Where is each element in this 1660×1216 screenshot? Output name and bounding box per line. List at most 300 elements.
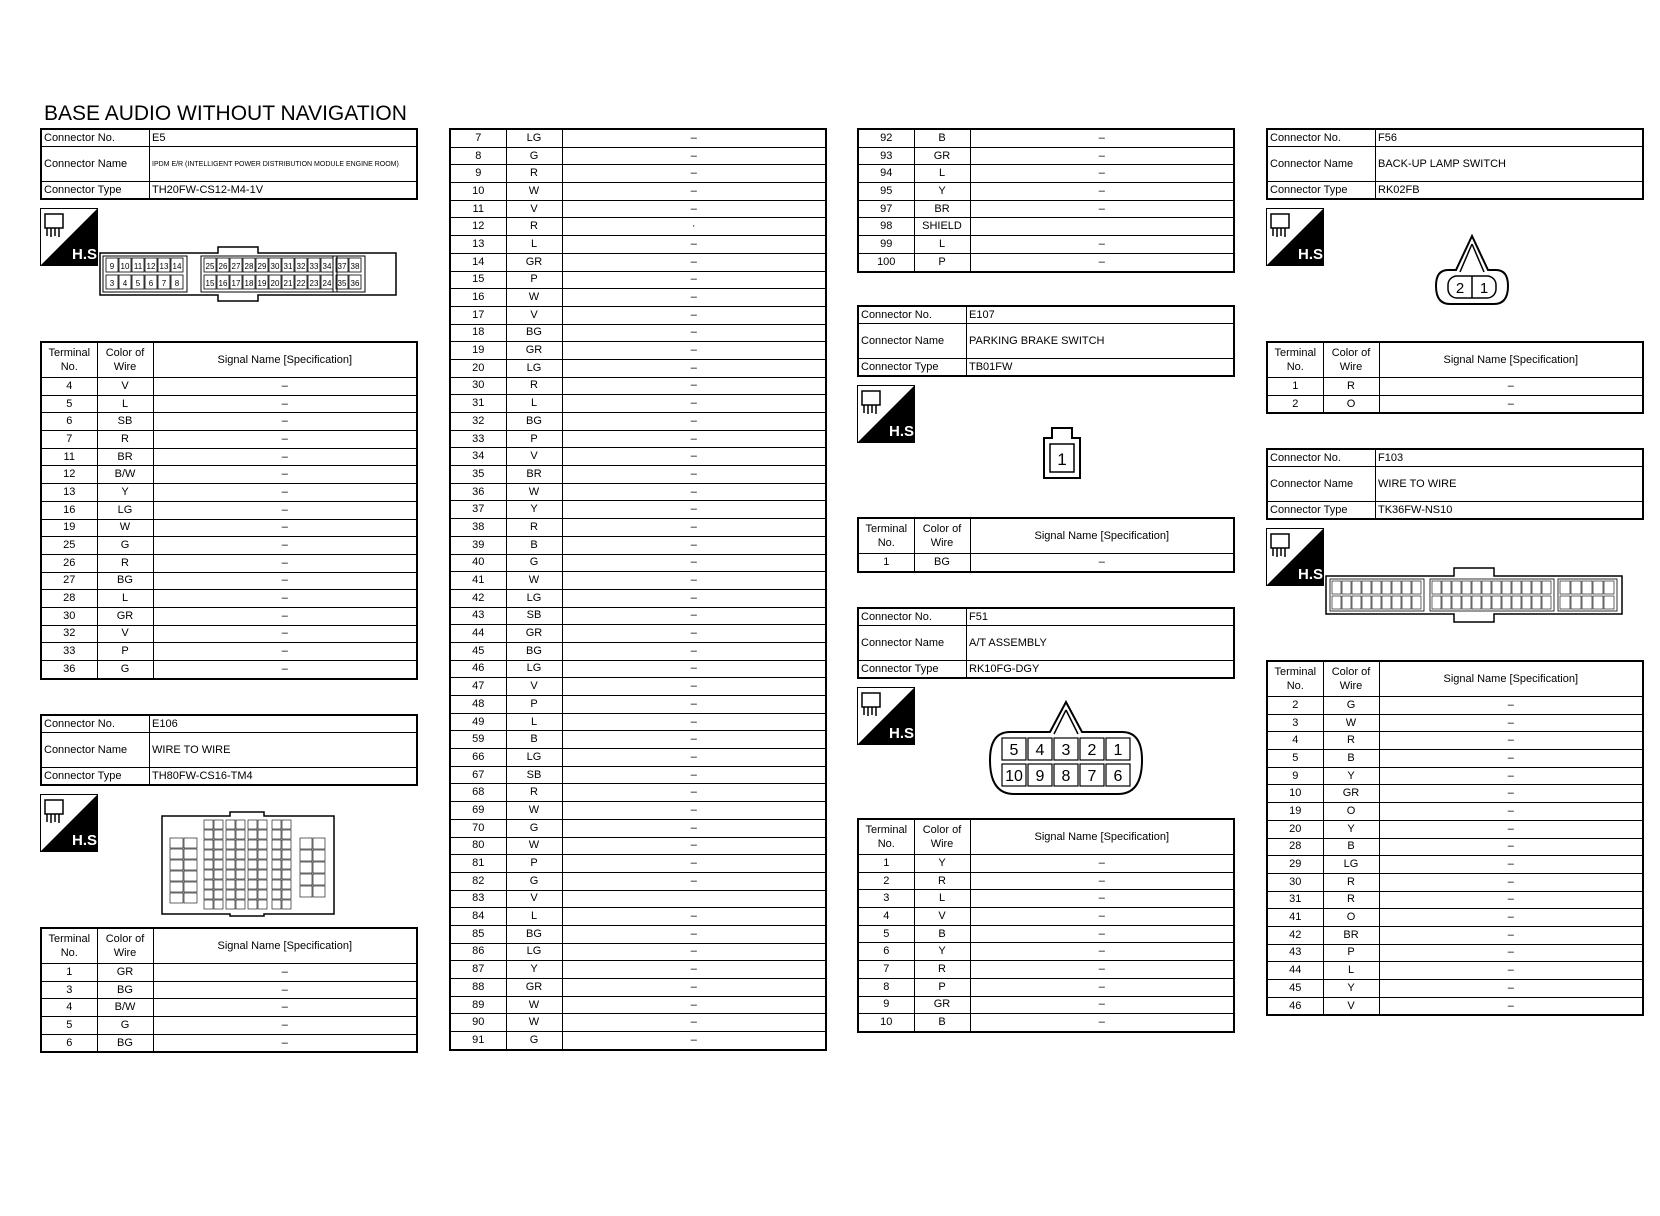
terminal-no-cell: 90: [450, 1014, 506, 1032]
terminal-no-cell: 31: [1267, 891, 1323, 909]
pin-cell: [226, 830, 235, 839]
pin-label: 36: [350, 279, 360, 288]
pin-cell: [226, 890, 235, 899]
table-row: [858, 147, 1234, 165]
pin-cell: [1492, 596, 1501, 609]
wire-color-cell: B: [506, 536, 562, 554]
terminal-no-cell: 5: [858, 925, 914, 943]
table-row: [1267, 697, 1643, 715]
terminal-no-cell: 7: [858, 961, 914, 979]
hs-icon: [40, 794, 102, 852]
pin-cell: [248, 820, 257, 829]
wire-color-cell: BG: [506, 925, 562, 943]
table-row: [1267, 767, 1643, 785]
table-row: [858, 236, 1234, 254]
signal-name-header: Signal Name [Specification]: [1379, 342, 1643, 378]
wire-color-cell: B: [1323, 838, 1379, 856]
signal-name-cell: –: [970, 129, 1234, 147]
pin-cell: [258, 860, 267, 869]
table-row: [450, 925, 826, 943]
wire-color-cell: V: [506, 448, 562, 466]
pin-label: 9: [109, 262, 115, 271]
pin-cell: [248, 900, 257, 909]
pin-cell: [272, 820, 281, 829]
pin-label: 3: [1061, 742, 1071, 759]
pin-cell: [204, 900, 213, 909]
terminal-no-cell: 33: [450, 430, 506, 448]
table-row: [450, 642, 826, 660]
table-row: [450, 979, 826, 997]
pin-cell: [272, 840, 281, 849]
pin-cell: [1412, 581, 1421, 594]
signal-name-cell: –: [562, 784, 826, 802]
terminal-no-header: Terminal No.: [858, 819, 914, 855]
signal-name-cell: –: [562, 430, 826, 448]
terminal-no-cell: 25: [41, 537, 97, 555]
signal-name-cell: –: [562, 324, 826, 342]
table-row: [450, 200, 826, 218]
pin-cell: [1392, 596, 1401, 609]
wire-color-cell: R: [914, 961, 970, 979]
table-row: [450, 872, 826, 890]
pin-cell: [1542, 581, 1551, 594]
wire-color-cell: LG: [506, 129, 562, 147]
signal-name-cell: –: [562, 289, 826, 307]
pin-cell: [313, 862, 325, 873]
pin-label: 28: [244, 262, 254, 271]
e106-info-wrap: [40, 714, 418, 786]
signal-name-cell: –: [1379, 714, 1643, 732]
pin-cell: [1452, 596, 1461, 609]
table-row: [1267, 838, 1643, 856]
wire-color-cell: P: [914, 253, 970, 271]
signal-name-cell: –: [562, 536, 826, 554]
table-row: [858, 183, 1234, 201]
table-row: [858, 253, 1234, 271]
connector-no-value: E5: [150, 129, 418, 147]
e5-terminal-table-wrap: [40, 341, 418, 680]
terminal-no-cell: 5: [1267, 750, 1323, 768]
pin-label: 29: [257, 262, 267, 271]
pin-cell: [1442, 596, 1451, 609]
wire-color-cell: V: [1323, 997, 1379, 1015]
table-row: [41, 607, 417, 625]
pin-cell: [300, 862, 312, 873]
pin-cell: [204, 820, 213, 829]
signal-name-header: Signal Name [Specification]: [970, 518, 1234, 554]
table-row: [450, 289, 826, 307]
pin-label: 10: [1005, 768, 1023, 785]
table-row: [1267, 395, 1643, 413]
hs-icon: [857, 687, 919, 745]
connector-no-label: Connector No.: [858, 306, 967, 324]
pin-label: 8: [174, 279, 180, 288]
signal-name-cell: –: [153, 431, 417, 449]
table-row: [450, 236, 826, 254]
pin-cell: [313, 838, 325, 849]
pin-cell: [300, 850, 312, 861]
connector-no-value: E106: [150, 715, 418, 733]
terminal-no-cell: 42: [1267, 926, 1323, 944]
pin-label: 35: [337, 279, 347, 288]
wire-color-cell: P: [506, 271, 562, 289]
terminal-no-cell: 32: [450, 413, 506, 431]
table-row: [450, 359, 826, 377]
wire-color-cell: LG: [1323, 856, 1379, 874]
connector-no-label: Connector No.: [858, 608, 967, 626]
e106-continued-table: [449, 128, 827, 1051]
pin-cell: [214, 840, 223, 849]
signal-name-cell: –: [153, 519, 417, 537]
terminal-no-cell: 4: [41, 999, 97, 1017]
pin-cell: [204, 830, 213, 839]
wire-color-cell: V: [506, 890, 562, 908]
wire-color-cell: L: [506, 395, 562, 413]
wire-color-cell: GR: [506, 342, 562, 360]
wire-color-cell: W: [1323, 714, 1379, 732]
terminal-no-cell: 85: [450, 925, 506, 943]
column-1: [40, 128, 418, 200]
table-row: [450, 837, 826, 855]
table-row: [41, 413, 417, 431]
signal-name-cell: –: [562, 925, 826, 943]
terminal-no-cell: 1: [41, 964, 97, 982]
pin-label: 25: [205, 262, 215, 271]
wire-color-cell: O: [1323, 395, 1379, 413]
pin-label: 27: [231, 262, 241, 271]
wire-color-cell: P: [97, 643, 153, 661]
terminal-no-cell: 3: [858, 890, 914, 908]
f56-pin-2: 2: [1455, 280, 1465, 297]
connector-no-label: Connector No.: [41, 715, 150, 733]
wire-color-cell: Y: [1323, 767, 1379, 785]
terminal-no-cell: 82: [450, 872, 506, 890]
f51-connector-diagram: [988, 700, 1144, 798]
terminal-no-cell: 11: [450, 200, 506, 218]
connector-no-label: Connector No.: [1267, 449, 1376, 467]
terminal-no-cell: 6: [858, 943, 914, 961]
terminal-no-cell: 32: [41, 625, 97, 643]
table-row: [41, 501, 417, 519]
pin-cell: [1542, 596, 1551, 609]
connector-type-value: TH80FW-CS16-TM4: [150, 768, 418, 786]
terminal-no-cell: 95: [858, 183, 914, 201]
wire-color-cell: G: [506, 1032, 562, 1050]
signal-name-cell: –: [970, 872, 1234, 890]
table-row: [858, 961, 1234, 979]
signal-name-cell: –: [1379, 697, 1643, 715]
pin-cell: [248, 850, 257, 859]
table-row: [858, 943, 1234, 961]
pin-cell: [1604, 596, 1614, 609]
terminal-no-cell: 70: [450, 819, 506, 837]
terminal-no-cell: 1: [858, 855, 914, 873]
signal-name-cell: –: [153, 643, 417, 661]
pin-cell: [204, 840, 213, 849]
wire-color-cell: L: [97, 590, 153, 608]
signal-name-cell: –: [562, 607, 826, 625]
terminal-no-cell: 45: [1267, 980, 1323, 998]
hs-label: H.S.: [72, 246, 102, 263]
terminal-no-cell: 1: [1267, 378, 1323, 396]
pin-cell: [1342, 581, 1351, 594]
table-row: [450, 607, 826, 625]
hs-label: H.S.: [72, 832, 102, 849]
wire-color-cell: B: [506, 731, 562, 749]
pin-cell: [272, 900, 281, 909]
pin-cell: [313, 874, 325, 885]
table-row: [41, 1017, 417, 1035]
terminal-no-cell: 35: [450, 466, 506, 484]
pin-cell: [1382, 581, 1391, 594]
pin-cell: [282, 860, 291, 869]
wire-color-cell: GR: [97, 964, 153, 982]
table-row: [41, 661, 417, 679]
connector-type-label: Connector Type: [858, 661, 967, 679]
signal-name-cell: –: [153, 1017, 417, 1035]
terminal-no-cell: 2: [1267, 697, 1323, 715]
connector-name-label: Connector Name: [41, 147, 150, 182]
hs-label: H.S.: [1298, 246, 1328, 263]
terminal-no-cell: 40: [450, 554, 506, 572]
pin-label: 19: [257, 279, 267, 288]
signal-name-cell: –: [562, 802, 826, 820]
pin-cell: [1522, 596, 1531, 609]
pin-cell: [1382, 596, 1391, 609]
wire-color-cell: Y: [506, 501, 562, 519]
pin-cell: [1560, 596, 1570, 609]
signal-name-cell: –: [153, 395, 417, 413]
pin-cell: [258, 900, 267, 909]
wire-color-cell: R: [506, 218, 562, 236]
signal-name-cell: –: [562, 1014, 826, 1032]
signal-name-cell: –: [562, 837, 826, 855]
terminal-no-cell: 6: [41, 1034, 97, 1052]
f56-terminal-table: [1266, 341, 1644, 414]
table-row: [858, 872, 1234, 890]
table-row: [858, 554, 1234, 572]
pin-cell: [170, 893, 183, 903]
terminal-no-cell: 10: [450, 183, 506, 201]
wire-color-cell: R: [914, 872, 970, 890]
terminal-no-cell: 42: [450, 589, 506, 607]
terminal-no-cell: 13: [450, 236, 506, 254]
wire-color-cell: LG: [506, 359, 562, 377]
wire-color-cell: BG: [97, 981, 153, 999]
pin-cell: [1571, 596, 1581, 609]
table-row: [450, 1014, 826, 1032]
table-row: [1267, 785, 1643, 803]
wire-color-cell: Y: [914, 943, 970, 961]
terminal-no-cell: 6: [41, 413, 97, 431]
signal-name-cell: –: [562, 271, 826, 289]
wire-color-cell: L: [506, 713, 562, 731]
pin-label: 13: [159, 262, 169, 271]
signal-name-cell: –: [562, 766, 826, 784]
terminal-no-cell: 45: [450, 642, 506, 660]
pin-cell: [1402, 581, 1411, 594]
wire-color-cell: R: [1323, 891, 1379, 909]
pin-cell: [258, 840, 267, 849]
hs-icon: [1266, 208, 1328, 266]
terminal-no-cell: 59: [450, 731, 506, 749]
terminal-no-cell: 41: [450, 572, 506, 590]
pin-label: 1: [1113, 742, 1123, 759]
pin-label: 7: [1087, 768, 1097, 785]
table-row: [41, 395, 417, 413]
wire-color-cell: G: [97, 661, 153, 679]
wire-color-cell: BG: [914, 554, 970, 572]
pin-cell: [214, 860, 223, 869]
terminal-no-cell: 38: [450, 519, 506, 537]
pin-cell: [1522, 581, 1531, 594]
pin-label: 17: [231, 279, 241, 288]
terminal-no-cell: 4: [41, 378, 97, 396]
pin-cell: [170, 860, 183, 870]
hs-icon: [40, 208, 102, 266]
pin-cell: [226, 840, 235, 849]
table-row: [858, 890, 1234, 908]
wire-color-cell: L: [914, 236, 970, 254]
pin-label: 37: [337, 262, 347, 271]
terminal-no-cell: 31: [450, 395, 506, 413]
pin-cell: [214, 870, 223, 879]
pin-cell: [184, 849, 197, 859]
table-row: [450, 625, 826, 643]
pin-label: 6: [148, 279, 154, 288]
pin-cell: [184, 860, 197, 870]
wire-color-cell: GR: [914, 996, 970, 1014]
pin-label: 33: [309, 262, 319, 271]
pin-cell: [282, 830, 291, 839]
table-row: [450, 713, 826, 731]
pin-cell: [1560, 581, 1570, 594]
table-row: [1267, 378, 1643, 396]
pin-label: 26: [218, 262, 228, 271]
pin-cell: [1352, 596, 1361, 609]
table-row: [41, 378, 417, 396]
pin-cell: [282, 820, 291, 829]
signal-name-cell: –: [562, 483, 826, 501]
terminal-no-cell: 100: [858, 253, 914, 271]
pin-cell: [272, 870, 281, 879]
e106-continued2-wrap: [857, 128, 1235, 273]
signal-name-cell: –: [562, 359, 826, 377]
pin-cell: [282, 870, 291, 879]
table-row: [41, 519, 417, 537]
signal-name-cell: –: [562, 749, 826, 767]
signal-name-cell: –: [562, 448, 826, 466]
table-row: [450, 466, 826, 484]
terminal-no-cell: 28: [1267, 838, 1323, 856]
pin-cell: [204, 880, 213, 889]
pin-cell: [204, 850, 213, 859]
signal-name-cell: –: [1379, 803, 1643, 821]
table-row: [41, 590, 417, 608]
connector-no-label: Connector No.: [1267, 129, 1376, 147]
terminal-no-cell: 34: [450, 448, 506, 466]
wire-color-cell: SB: [506, 607, 562, 625]
connector-no-value: E107: [967, 306, 1235, 324]
terminal-no-cell: 30: [1267, 873, 1323, 891]
terminal-no-cell: 9: [450, 165, 506, 183]
connector-type-label: Connector Type: [1267, 502, 1376, 520]
pin-label: 20: [270, 279, 280, 288]
wire-color-cell: BR: [1323, 926, 1379, 944]
table-row: [450, 483, 826, 501]
pin-cell: [282, 880, 291, 889]
terminal-no-cell: 66: [450, 749, 506, 767]
wire-color-cell: BR: [506, 466, 562, 484]
pin-cell: [1462, 581, 1471, 594]
signal-name-cell: –: [562, 979, 826, 997]
pin-cell: [282, 850, 291, 859]
terminal-no-cell: 43: [450, 607, 506, 625]
signal-name-cell: –: [153, 378, 417, 396]
wire-color-cell: L: [97, 395, 153, 413]
signal-name-cell: –: [1379, 750, 1643, 768]
terminal-no-cell: 87: [450, 961, 506, 979]
pin-cell: [1582, 581, 1592, 594]
terminal-no-cell: 44: [450, 625, 506, 643]
pin-cell: [1492, 581, 1501, 594]
pin-label: 3: [109, 279, 115, 288]
pin-cell: [236, 820, 245, 829]
signal-name-cell: –: [562, 713, 826, 731]
signal-name-cell: –: [562, 961, 826, 979]
pin-cell: [1392, 581, 1401, 594]
wire-color-cell: LG: [506, 943, 562, 961]
terminal-no-cell: 2: [858, 872, 914, 890]
pin-cell: [236, 860, 245, 869]
wire-color-cell: Y: [506, 961, 562, 979]
table-row: [41, 572, 417, 590]
pin-cell: [1593, 596, 1603, 609]
signal-name-cell: –: [970, 200, 1234, 218]
signal-name-cell: –: [153, 964, 417, 982]
table-row: [450, 696, 826, 714]
color-of-wire-header: Color of Wire: [97, 928, 153, 964]
signal-name-cell: –: [1379, 856, 1643, 874]
terminal-no-cell: 3: [1267, 714, 1323, 732]
signal-name-header: Signal Name [Specification]: [1379, 661, 1643, 697]
connector-name-value: BACK-UP LAMP SWITCH: [1376, 147, 1644, 182]
e107-terminal-table-wrap: [857, 517, 1235, 573]
table-row: [450, 430, 826, 448]
terminal-no-cell: 4: [858, 908, 914, 926]
terminal-no-cell: 8: [858, 978, 914, 996]
terminal-no-cell: 19: [450, 342, 506, 360]
pin-label: 8: [1061, 768, 1071, 785]
pin-label: 23: [309, 279, 319, 288]
signal-name-cell: –: [562, 377, 826, 395]
signal-name-cell: –: [562, 696, 826, 714]
table-row: [41, 643, 417, 661]
signal-name-cell: –: [562, 253, 826, 271]
table-row: [858, 129, 1234, 147]
connector-name-label: Connector Name: [858, 324, 967, 359]
pin-cell: [258, 880, 267, 889]
terminal-no-cell: 27: [41, 572, 97, 590]
terminal-no-header: Terminal No.: [41, 342, 97, 378]
terminal-no-cell: 20: [1267, 820, 1323, 838]
table-row: [450, 218, 826, 236]
e107-connector-info: [857, 305, 1235, 377]
signal-name-cell: –: [562, 129, 826, 147]
terminal-no-cell: 37: [450, 501, 506, 519]
terminal-no-cell: 36: [450, 483, 506, 501]
e106-terminal-table-wrap: [40, 927, 418, 1053]
